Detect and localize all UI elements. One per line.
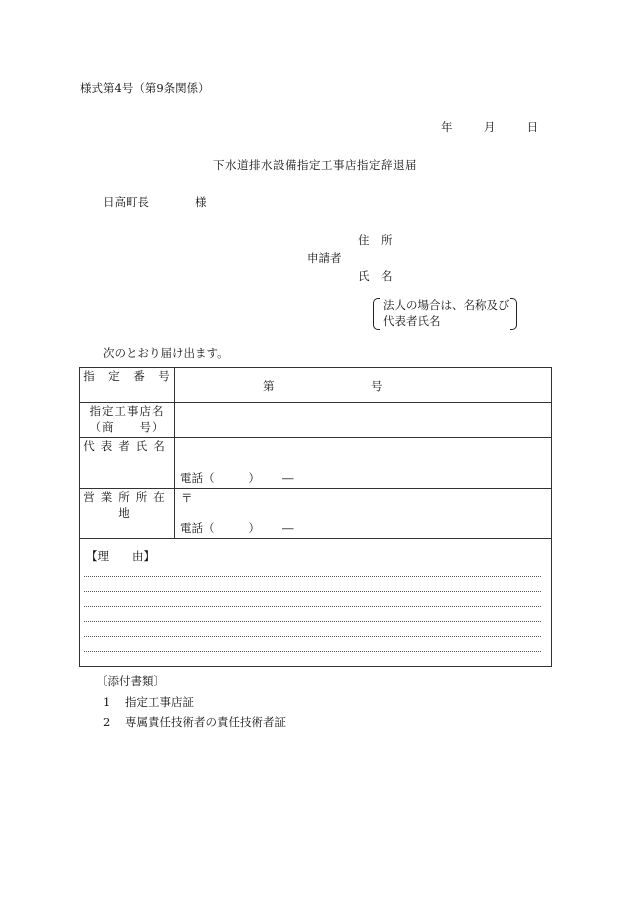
- intro-text: 次のとおり届け出ます。: [103, 346, 229, 360]
- office-phone: [180, 520, 294, 536]
- representative-phone: [180, 470, 294, 486]
- corporation-note-line2: 代表者氏名: [383, 314, 441, 328]
- phone-label: 電話（: [180, 471, 215, 485]
- store-name-label: [80, 403, 175, 438]
- date-day-label: 日: [526, 120, 539, 134]
- representative-row: [80, 438, 552, 489]
- attachment-item: [103, 694, 194, 710]
- reason-dotted-line: [84, 621, 541, 622]
- designation-suffix: 号: [371, 379, 383, 393]
- phone-close: ）: [248, 471, 260, 485]
- phone-dash: ―: [282, 471, 294, 485]
- applicant-label: 申請者: [307, 251, 342, 265]
- attachment-number: 1: [103, 695, 111, 709]
- reason-dotted-line: [84, 636, 541, 637]
- attachment-item: [103, 714, 286, 730]
- addressee-name: 日高町長: [103, 195, 149, 209]
- office-row: [80, 489, 552, 539]
- representative-label: 代表者氏名: [80, 438, 175, 489]
- designation-row: [80, 368, 552, 403]
- left-bracket: [373, 298, 380, 330]
- store-name-row: [80, 403, 552, 438]
- reason-dotted-line: [84, 576, 541, 577]
- corporation-note-line1: 法人の場合は、名称及び: [383, 298, 510, 312]
- address-label: 住 所: [358, 233, 393, 247]
- addressee: [103, 194, 207, 210]
- designation-number-label: 指 定 番 号: [80, 368, 175, 403]
- attachment-number: 2: [103, 715, 111, 729]
- reason-dotted-line: [84, 651, 541, 652]
- postal-mark: 〒: [181, 491, 193, 505]
- phone-close: ）: [248, 521, 260, 535]
- reason-row: [80, 539, 552, 667]
- designation-prefix: 第: [263, 379, 275, 393]
- date-line: [441, 119, 538, 135]
- reason-label: 【理 由】: [86, 549, 155, 563]
- withdrawal-form-table: [79, 367, 552, 667]
- date-year-label: 年: [441, 120, 453, 134]
- office-address-label: 営業所所在地: [80, 489, 175, 539]
- addressee-honorific: 様: [195, 195, 207, 209]
- store-name-label-line2: （商 号）: [89, 420, 165, 434]
- attachments-heading: 〔添付書類〕: [96, 674, 165, 688]
- attachment-text: 指定工事店証: [125, 695, 194, 709]
- store-name-field[interactable]: [175, 403, 552, 438]
- right-bracket: [510, 298, 517, 330]
- phone-label: 電話（: [180, 521, 215, 535]
- name-label: 氏 名: [358, 269, 393, 283]
- representative-field[interactable]: [175, 438, 552, 489]
- designation-number-field[interactable]: [175, 368, 552, 403]
- form-number: 様式第4号（第9条関係）: [80, 81, 210, 95]
- attachment-text: 専属責任技術者の責任技術者証: [125, 715, 286, 729]
- date-month-label: 月: [483, 120, 496, 134]
- reason-dotted-line: [84, 591, 541, 592]
- store-name-label-line1: 指定工事店名: [89, 404, 165, 418]
- corporation-note: [373, 297, 517, 329]
- phone-dash: ―: [282, 521, 294, 535]
- document-title: 下水道排水設備指定工事店指定辞退届: [213, 158, 417, 172]
- reason-field[interactable]: [80, 539, 552, 667]
- office-address-field[interactable]: [175, 489, 552, 539]
- reason-dotted-line: [84, 606, 541, 607]
